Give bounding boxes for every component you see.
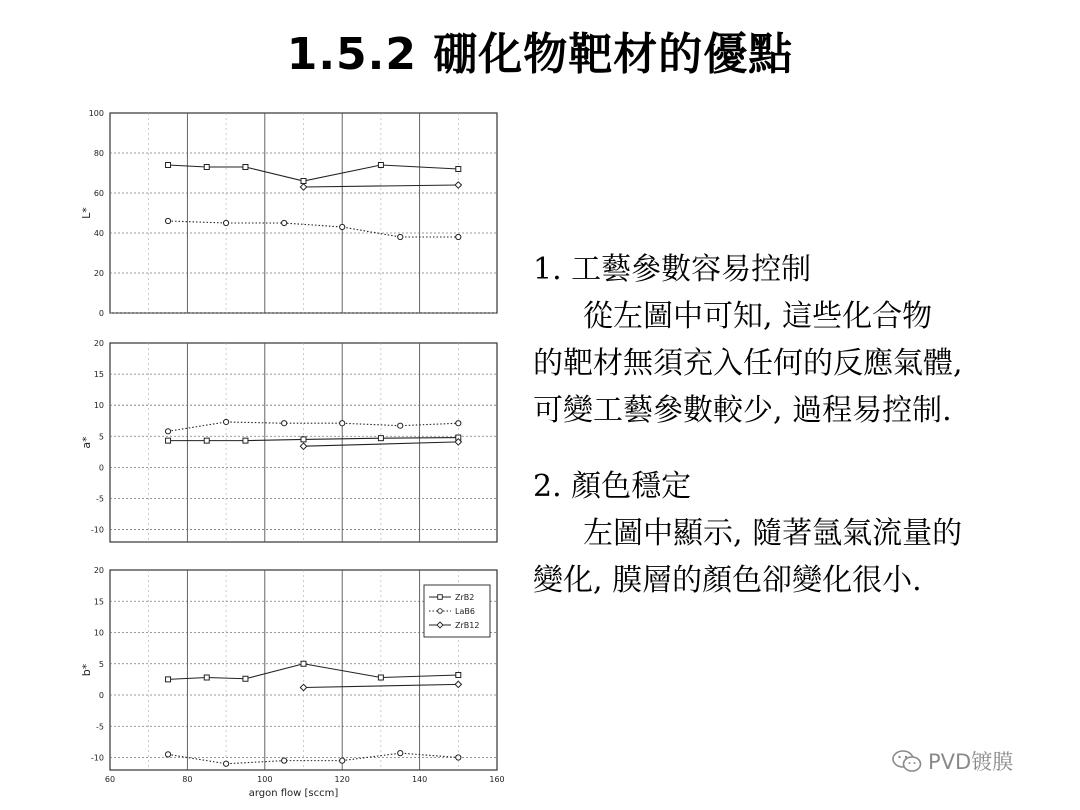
y-tick-label: 0 [98,691,104,700]
legend-label: ZrB2 [455,593,475,602]
item2-line-2: 變化, 膜層的顏色卻變化很小. [533,563,922,598]
x-axis-label: argon flow [sccm] [248,788,339,799]
item2-heading: 2. 顏色穩定 [533,469,692,504]
data-point-lab6 [224,761,229,766]
data-point-zrb2 [166,677,171,682]
data-point-lab6 [398,751,403,756]
data-point-lab6 [398,234,403,239]
data-point-zrb2 [378,675,383,680]
data-point-lab6 [165,752,170,757]
data-point-lab6 [456,421,461,426]
data-point-zrb2 [166,163,171,168]
slide-title: 1.5.2 硼化物靶材的優點 [286,29,794,80]
data-point-zrb2 [166,438,171,443]
wechat-icon [892,749,922,773]
data-point-lab6 [282,220,287,225]
data-point-zrb2 [378,436,383,441]
data-point-lab6 [456,755,461,760]
y-tick-label: -5 [96,722,104,732]
y-tick-label: 20 [93,566,104,575]
item1-line-2: 的靶材無須充入任何的反應氣體, [533,346,963,381]
y-tick-label: 80 [93,149,104,158]
data-point-lab6 [282,758,287,763]
data-point-zrb2 [243,165,248,170]
data-point-zrb2 [301,179,306,184]
y-tick-label: 10 [93,628,104,638]
x-tick-label: 120 [334,775,350,784]
item1-line-1: 從左圖中可知, 這些化合物 [583,299,933,334]
data-point-lab6 [165,218,170,223]
x-tick-label: 160 [489,775,505,784]
y-tick-label: -5 [96,494,104,504]
item1-line-3: 可變工藝參數較少, 過程易控制. [533,393,952,428]
y-axis-label: a* [80,436,93,449]
data-point-lab6 [340,224,345,229]
y-tick-label: -10 [90,525,104,535]
y-tick-label: 20 [93,269,104,278]
cielab-charts [0,0,520,810]
data-point-zrb2 [301,661,306,666]
data-point-zrb2 [243,438,248,443]
y-tick-label: 15 [93,370,104,380]
y-tick-label: 0 [98,309,104,318]
data-point-zrb2 [243,676,248,681]
legend-marker [438,595,443,600]
y-tick-label: 0 [98,463,104,473]
data-point-zrb2 [204,675,209,680]
data-point-zrb2 [456,167,461,172]
data-point-lab6 [340,758,345,763]
x-tick-label: 140 [411,775,428,784]
data-point-zrb2 [204,438,209,443]
y-tick-label: 40 [93,229,104,238]
y-tick-label: 5 [98,432,104,442]
y-tick-label: 5 [98,659,104,669]
y-tick-label: -10 [90,753,104,763]
data-point-lab6 [224,419,229,424]
legend-marker [438,609,443,614]
data-point-lab6 [282,421,287,426]
y-tick-label: 60 [93,189,104,198]
y-tick-label: 20 [93,339,104,348]
legend-label: LaB6 [455,607,475,616]
legend-label: ZrB12 [455,621,480,630]
y-axis-label: L* [80,207,93,219]
watermark [892,746,1013,776]
y-tick-label: 10 [93,401,104,411]
data-point-lab6 [224,220,229,225]
item1-heading: 1. 工藝參數容易控制 [533,252,812,287]
x-tick-label: 80 [182,775,193,784]
data-point-lab6 [398,423,403,428]
x-tick-label: 100 [257,775,273,784]
data-point-zrb2 [204,165,209,170]
item2-line-1: 左圖中顯示, 隨著氬氣流量的 [583,516,963,551]
x-tick-label: 60 [104,775,116,784]
y-tick-label: 15 [93,597,104,607]
text-panel [533,246,1073,604]
watermark-text: PVD镀膜 [928,750,1014,774]
y-tick-label: 100 [88,109,104,118]
data-point-zrb2 [301,437,306,442]
data-point-lab6 [340,421,345,426]
data-point-zrb2 [378,163,383,168]
data-point-lab6 [456,234,461,239]
y-axis-label: b* [80,663,93,677]
data-point-lab6 [165,429,170,434]
data-point-zrb2 [456,673,461,678]
